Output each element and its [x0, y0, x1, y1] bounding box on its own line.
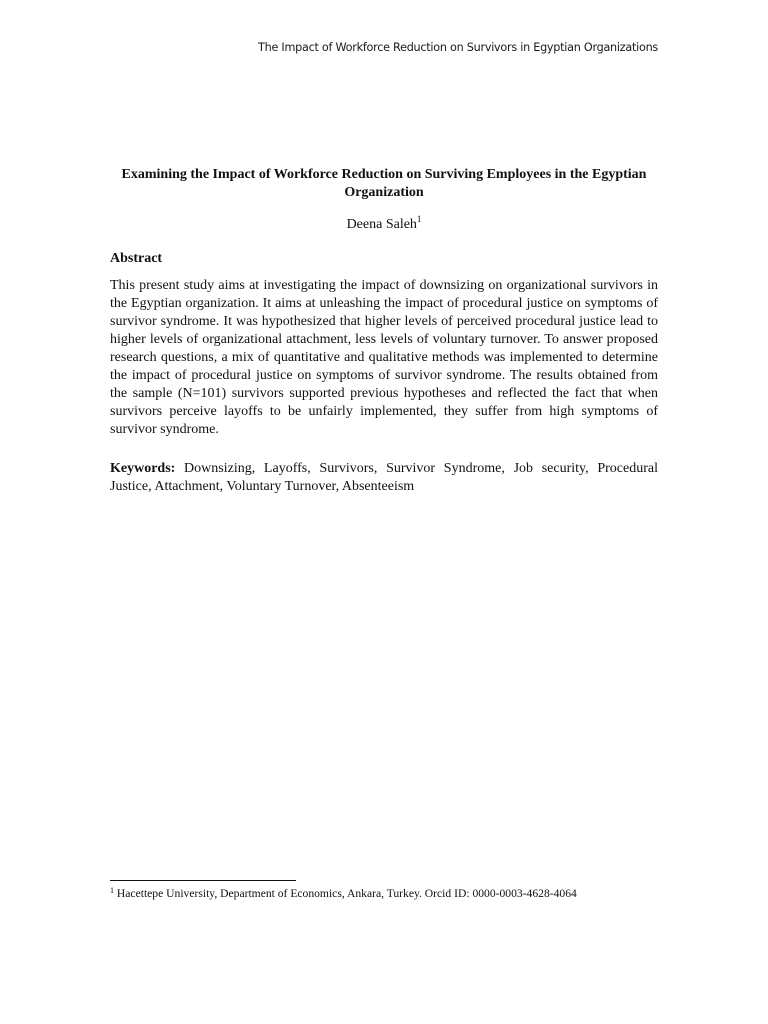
footnote-divider	[110, 880, 296, 881]
keywords-list: Downsizing, Layoffs, Survivors, Survivor Syndrome, Job security, Procedural Justice, Attachment, Voluntary Turnover, Absenteeism	[110, 461, 658, 494]
keywords-label: Keywords:	[110, 461, 176, 476]
author-footnote-mark: 1	[416, 214, 422, 224]
footnote-mark: 1	[110, 886, 114, 895]
abstract-body: This present study aims at investigating the impact of downsizing on organizational survivors in the Egyptian organization. It aims at unleashing the impact of procedural justice on symptoms of survivor syndrome. It was hypothesized that higher levels of perceived procedural justice lead to higher levels of organizational attachment, less levels of voluntary turnover. To answer proposed research questions, a mix of quantitative and qualitative methods was implemented to determine the impact of procedural justice on symptoms of survivor syndrome. The results obtained from the sample (N=101) survivors supported previous hypotheses and reflected the fact that when survivors perceive layoffs to be unfairly implemented, they suffer from high symptoms of survivor syndrome.	[110, 278, 658, 437]
footnote	[110, 886, 670, 901]
running-header: The Impact of Workforce Reduction on Survivors in Egyptian Organizations	[258, 41, 658, 54]
footnote-text: Hacettepe University, Department of Economics, Ankara, Turkey. Orcid ID: 0000-0003-4628-4064	[116, 887, 577, 900]
keywords-paragraph	[110, 460, 658, 496]
author-name: Deena Saleh	[346, 217, 417, 232]
author-line	[110, 216, 658, 234]
abstract-heading: Abstract	[110, 251, 163, 266]
paper-title: Examining the Impact of Workforce Reduction on Surviving Employees in the Egyptian Organization	[121, 167, 647, 200]
